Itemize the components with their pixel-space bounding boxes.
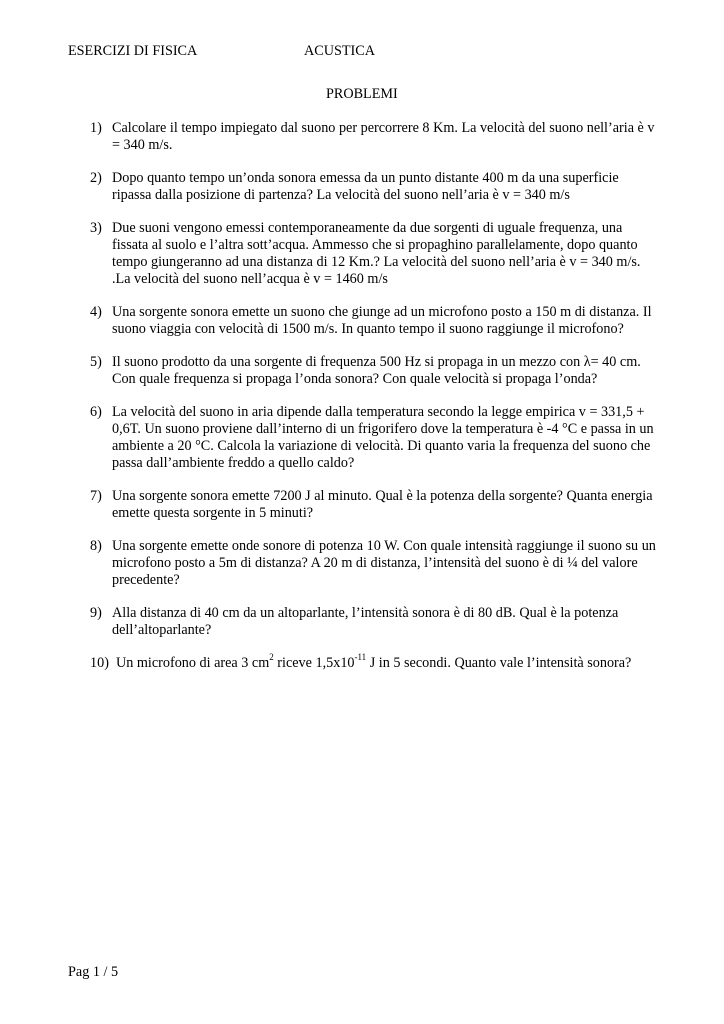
- problem-list: [68, 120, 658, 688]
- problem-number: 6): [90, 404, 102, 420]
- problem-number: 9): [90, 605, 102, 621]
- problem-item: [68, 488, 658, 522]
- problem-number: 8): [90, 538, 102, 554]
- problem-number: 1): [90, 120, 102, 136]
- problem-number: 10): [90, 655, 109, 671]
- problem-number: 7): [90, 488, 102, 504]
- problem-text: Calcolare il tempo impiegato dal suono per percorrere 8 Km. La velocità del suono nell’aria è v = 340 m/s.: [112, 120, 655, 153]
- problem-text-part: J in 5 secondi. Quanto vale l’intensità sonora?: [366, 655, 632, 671]
- header-subject: ESERCIZI DI FISICA: [68, 43, 198, 59]
- problem-text: Una sorgente sonora emette 7200 J al minuto. Qual è la potenza della sorgente? Quanta energia emette questa sorgente in 5 minuti?: [112, 488, 653, 521]
- problem-number: 2): [90, 170, 102, 186]
- page-number: Pag 1 / 5: [68, 964, 119, 980]
- problem-item: [68, 120, 658, 154]
- problem-number: 5): [90, 354, 102, 370]
- problem-item: [68, 304, 658, 338]
- superscript: 2: [269, 652, 274, 663]
- problem-item: [68, 652, 658, 672]
- problem-text: Alla distanza di 40 cm da un altoparlante, l’intensità sonora è di 80 dB. Qual è la potenza dell’altoparlante?: [112, 605, 619, 638]
- section-title: PROBLEMI: [326, 86, 398, 102]
- problem-text: Il suono prodotto da una sorgente di frequenza 500 Hz si propaga in un mezzo con λ= 40 cm. Con quale frequenza si propaga l’onda sonora? Con quale velocità si propaga l’onda?: [112, 354, 641, 387]
- problem-item: [68, 220, 658, 288]
- problem-text: La velocità del suono in aria dipende dalla temperatura secondo la legge empirica v = 331,5 + 0,6T. Un suono proviene dall’interno di un frigorifero dove la temperatura è -4 °C e passa in un ambiente a 20 °C. Calcola la variazione di velocità. Di quanto varia la frequenza del suono che passa dall’ambiente freddo a quello caldo?: [112, 404, 654, 471]
- problem-number: 3): [90, 220, 102, 236]
- problem-text: Due suoni vengono emessi contemporaneamente da due sorgenti di uguale frequenza, una fissata al suolo e l’altra sott’acqua. Ammesso che si propaghino parallelamente, dopo quanto tempo giungeranno ad una distanza di 12 Km.? La velocità del suono nell’aria è v = 340 m/s. .La velocità del suono nell’acqua è v = 1460 m/s: [112, 220, 641, 287]
- header-topic: ACUSTICA: [304, 43, 375, 59]
- problem-text: Una sorgente emette onde sonore di potenza 10 W. Con quale intensità raggiunge il suono su un microfono posto a 5m di distanza? A 20 m di distanza, l’intensità del suono è di ¼ del valore precedente?: [112, 538, 656, 588]
- problem-number: 4): [90, 304, 102, 320]
- problem-text: Dopo quanto tempo un’onda sonora emessa da un punto distante 400 m da una superficie ripassa dalla posizione di partenza? La velocità del suono nell’aria è v = 340 m/s: [112, 170, 619, 203]
- problem-text: [116, 652, 632, 671]
- problem-text-part: riceve 1,5x10: [273, 655, 355, 671]
- superscript: -11: [354, 652, 367, 663]
- problem-item: [68, 538, 658, 589]
- problem-text: Una sorgente sonora emette un suono che giunge ad un microfono posto a 150 m di distanza. Il suono viaggia con velocità di 1500 m/s. In quanto tempo il suono raggiunge il microfono?: [112, 304, 652, 337]
- problem-item: [68, 170, 658, 204]
- problem-item: [68, 404, 658, 472]
- problem-item: [68, 605, 658, 639]
- problem-item: [68, 354, 658, 388]
- problem-text-part: Un microfono di area 3 cm: [116, 655, 270, 671]
